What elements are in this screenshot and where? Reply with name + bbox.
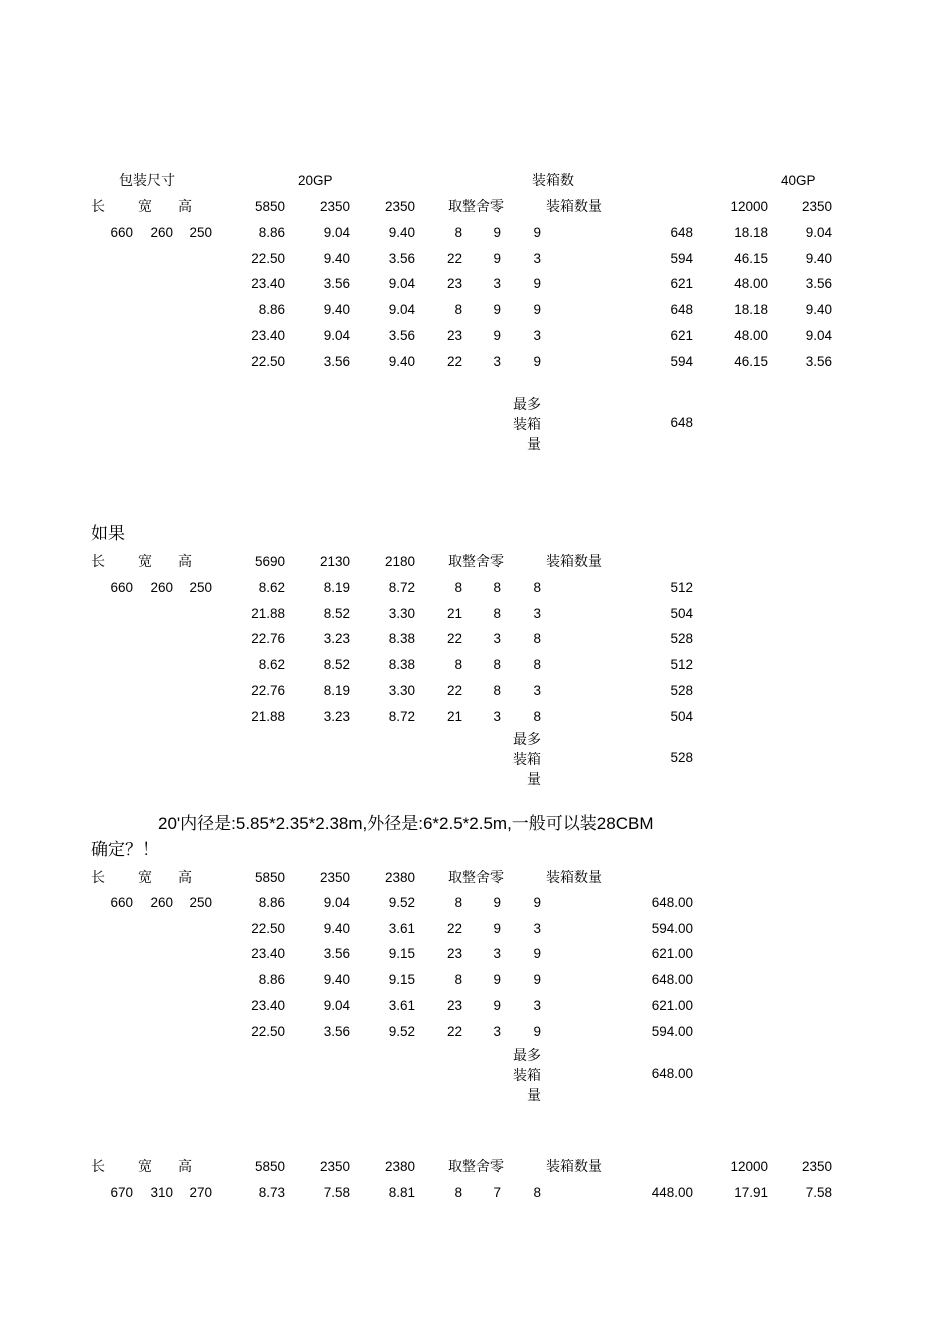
integer-count: 8: [493, 580, 501, 595]
fit-ratio: 8.19: [323, 580, 350, 595]
container-dim: 5850: [254, 1159, 285, 1174]
container-dim: 2380: [384, 1159, 415, 1174]
container-dim: 2350: [319, 870, 350, 885]
fit-ratio: 8.38: [388, 631, 415, 647]
fit-ratio-40gp: 46.15: [734, 353, 768, 369]
max-quantity-value: 528: [670, 750, 693, 765]
max-quantity-label: 最多: [513, 1048, 541, 1064]
box-dim: 260: [150, 580, 173, 595]
box-quantity: 594: [670, 353, 693, 369]
container-40gp-dim: 2350: [801, 1159, 832, 1174]
section-2-title: 如果: [91, 524, 125, 544]
fit-ratio: 21.88: [251, 605, 285, 621]
integer-count: 9: [533, 225, 541, 240]
fit-ratio-40gp: 48.00: [734, 276, 768, 292]
integer-count: 9: [533, 1023, 541, 1039]
fit-ratio-40gp: 18.18: [734, 302, 768, 318]
length-label: 长: [91, 1159, 105, 1175]
integer-count: 3: [493, 946, 501, 962]
fit-ratio-40gp: 3.56: [805, 353, 832, 369]
integer-count: 9: [533, 972, 541, 988]
fit-ratio: 3.56: [323, 276, 350, 292]
fit-ratio: 3.56: [388, 327, 415, 343]
integer-count: 23: [446, 946, 462, 962]
integer-count: 23: [446, 997, 462, 1013]
length-label: 长: [91, 870, 105, 886]
fit-ratio: 8.52: [323, 605, 350, 621]
fit-ratio: 22.50: [251, 920, 285, 936]
integer-count: 8: [454, 657, 462, 673]
integer-count: 3: [533, 605, 541, 621]
integer-count: 9: [533, 946, 541, 962]
fit-ratio: 8.81: [388, 1185, 415, 1200]
integer-count: 3: [493, 353, 501, 369]
fit-ratio: 8.86: [258, 972, 285, 988]
max-quantity-label: 装箱: [513, 1068, 541, 1084]
box-quantity: 528: [670, 682, 693, 698]
fit-ratio: 8.38: [388, 657, 415, 673]
integer-count: 22: [446, 250, 462, 266]
fit-ratio: 3.56: [323, 946, 350, 962]
fit-ratio: 9.52: [388, 895, 415, 910]
fit-ratio: 9.40: [388, 225, 415, 240]
container-note-line2: 确定？！: [91, 840, 159, 860]
container-dim: 5850: [254, 199, 285, 214]
box-dim: 260: [150, 225, 173, 240]
integer-count: 8: [493, 682, 501, 698]
box-dim: 660: [110, 895, 133, 910]
max-quantity-label: 量: [527, 1088, 541, 1104]
20gp-header: 20GP: [298, 173, 333, 188]
fit-ratio-40gp: 9.04: [805, 327, 832, 343]
round-down-label: 取整舍零: [448, 554, 504, 570]
fit-ratio: 8.86: [258, 895, 285, 910]
integer-count: 8: [533, 580, 541, 595]
box-quantity: 504: [670, 605, 693, 621]
box-quantity: 648: [670, 225, 693, 240]
max-quantity-label: 最多: [513, 397, 541, 413]
integer-count: 9: [493, 895, 501, 910]
fit-ratio-40gp: 9.40: [805, 302, 832, 318]
fit-ratio-40gp: 17.91: [734, 1185, 768, 1200]
length-label: 长: [91, 199, 105, 215]
box-dim: 260: [150, 895, 173, 910]
box-dim: 250: [189, 895, 212, 910]
box-dim: 660: [110, 225, 133, 240]
fit-ratio: 8.73: [258, 1185, 285, 1200]
container-dim: 2130: [319, 554, 350, 569]
container-dim: 2350: [319, 199, 350, 214]
fit-ratio: 9.40: [323, 920, 350, 936]
box-quantity-label: 装箱数量: [546, 554, 602, 570]
fit-ratio: 3.30: [388, 605, 415, 621]
fit-ratio: 7.58: [323, 1185, 350, 1200]
integer-count: 23: [446, 327, 462, 343]
integer-count: 3: [533, 997, 541, 1013]
fit-ratio: 23.40: [251, 276, 285, 292]
box-quantity: 648.00: [651, 972, 693, 988]
height-label: 高: [178, 870, 192, 886]
fit-ratio: 8.86: [258, 302, 285, 318]
fit-ratio-40gp: 9.04: [805, 225, 832, 240]
box-quantity: 621: [670, 276, 693, 292]
fit-ratio: 8.62: [258, 657, 285, 673]
box-dim: 250: [189, 580, 212, 595]
integer-count: 8: [454, 972, 462, 988]
container-dim: 2380: [384, 870, 415, 885]
integer-count: 8: [454, 895, 462, 910]
fit-ratio: 9.40: [323, 302, 350, 318]
integer-count: 8: [493, 657, 501, 673]
fit-ratio: 3.23: [323, 708, 350, 724]
width-label: 宽: [138, 199, 152, 215]
fit-ratio: 22.50: [251, 250, 285, 266]
integer-count: 9: [493, 302, 501, 318]
fit-ratio: 22.76: [251, 631, 285, 647]
integer-count: 22: [446, 631, 462, 647]
integer-count: 22: [446, 682, 462, 698]
box-quantity: 594.00: [651, 1023, 693, 1039]
fit-ratio-40gp: 7.58: [805, 1185, 832, 1200]
integer-count: 21: [446, 708, 462, 724]
box-quantity-label: 装箱数量: [546, 870, 602, 886]
integer-count: 3: [493, 708, 501, 724]
integer-count: 9: [493, 972, 501, 988]
fit-ratio: 9.15: [388, 946, 415, 962]
fit-ratio: 22.76: [251, 682, 285, 698]
box-dim: 250: [189, 225, 212, 240]
fit-ratio: 9.04: [323, 895, 350, 910]
box-quantity: 528: [670, 631, 693, 647]
fit-ratio: 8.62: [258, 580, 285, 595]
fit-ratio: 9.40: [323, 972, 350, 988]
integer-count: 3: [533, 682, 541, 698]
container-dim: 2350: [384, 199, 415, 214]
integer-count: 9: [533, 302, 541, 318]
fit-ratio: 9.40: [323, 250, 350, 266]
box-quantity: 504: [670, 708, 693, 724]
box-dim: 660: [110, 580, 133, 595]
width-label: 宽: [138, 1159, 152, 1175]
integer-count: 3: [533, 920, 541, 936]
integer-count: 3: [493, 631, 501, 647]
fit-ratio-40gp: 48.00: [734, 327, 768, 343]
max-quantity-value: 648.00: [651, 1066, 693, 1081]
box-dim: 270: [189, 1185, 212, 1200]
integer-count: 3: [493, 1023, 501, 1039]
integer-count: 8: [493, 605, 501, 621]
integer-count: 22: [446, 353, 462, 369]
fit-ratio: 23.40: [251, 327, 285, 343]
fit-ratio: 9.40: [388, 353, 415, 369]
box-quantity-label: 装箱数量: [546, 199, 602, 215]
integer-count: 8: [454, 580, 462, 595]
integer-count: 22: [446, 920, 462, 936]
height-label: 高: [178, 199, 192, 215]
fit-ratio: 8.19: [323, 682, 350, 698]
container-dim: 5850: [254, 870, 285, 885]
fit-ratio-40gp: 46.15: [734, 250, 768, 266]
fit-ratio: 3.61: [388, 997, 415, 1013]
fit-ratio: 9.15: [388, 972, 415, 988]
fit-ratio: 3.56: [323, 353, 350, 369]
fit-ratio: 9.04: [388, 276, 415, 292]
box-quantity: 648.00: [651, 895, 693, 910]
fit-ratio: 8.72: [388, 580, 415, 595]
fit-ratio: 9.04: [323, 327, 350, 343]
fit-ratio: 22.50: [251, 1023, 285, 1039]
integer-count: 9: [533, 276, 541, 292]
fit-ratio: 3.56: [388, 250, 415, 266]
fit-ratio: 9.52: [388, 1023, 415, 1039]
40gp-header: 40GP: [781, 173, 816, 188]
container-40gp-dim: 12000: [730, 1159, 768, 1174]
max-quantity-label: 量: [527, 437, 541, 453]
fit-ratio: 8.52: [323, 657, 350, 673]
fit-ratio: 8.86: [258, 225, 285, 240]
container-40gp-dim: 2350: [801, 199, 832, 214]
integer-count: 23: [446, 276, 462, 292]
integer-count: 7: [493, 1185, 501, 1200]
fit-ratio: 3.23: [323, 631, 350, 647]
integer-count: 9: [533, 895, 541, 910]
integer-count: 8: [454, 1185, 462, 1200]
box-quantity-label: 装箱数量: [546, 1159, 602, 1175]
max-quantity-value: 648: [670, 415, 693, 430]
fit-ratio: 9.04: [388, 302, 415, 318]
max-quantity-label: 装箱: [513, 752, 541, 768]
max-quantity-label: 量: [527, 772, 541, 788]
fit-ratio: 21.88: [251, 708, 285, 724]
integer-count: 8: [533, 657, 541, 673]
fit-ratio: 8.72: [388, 708, 415, 724]
fit-ratio-40gp: 3.56: [805, 276, 832, 292]
box-quantity: 621.00: [651, 946, 693, 962]
fit-ratio: 23.40: [251, 946, 285, 962]
width-label: 宽: [138, 554, 152, 570]
fit-ratio: 3.61: [388, 920, 415, 936]
box-quantity: 648: [670, 302, 693, 318]
container-note-line1: 20'内径是:5.85*2.35*2.38m,外径是:6*2.5*2.5m,一般可以装28CBM: [158, 814, 654, 833]
integer-count: 9: [493, 250, 501, 266]
box-quantity: 621.00: [651, 997, 693, 1013]
height-label: 高: [178, 554, 192, 570]
box-dim: 310: [150, 1185, 173, 1200]
length-label: 长: [91, 554, 105, 570]
integer-count: 8: [454, 225, 462, 240]
fit-ratio-40gp: 9.40: [805, 250, 832, 266]
integer-count: 8: [533, 708, 541, 724]
integer-count: 9: [493, 920, 501, 936]
height-label: 高: [178, 1159, 192, 1175]
fit-ratio: 3.30: [388, 682, 415, 698]
round-down-label: 取整舍零: [448, 199, 504, 215]
box-quantity: 621: [670, 327, 693, 343]
integer-count: 21: [446, 605, 462, 621]
max-quantity-label: 最多: [513, 732, 541, 748]
integer-count: 3: [533, 327, 541, 343]
fit-ratio: 3.56: [323, 1023, 350, 1039]
box-dim: 670: [110, 1185, 133, 1200]
container-dim: 5690: [254, 554, 285, 569]
container-dim: 2180: [384, 554, 415, 569]
round-down-label: 取整舍零: [448, 1159, 504, 1175]
integer-count: 9: [533, 353, 541, 369]
container-40gp-dim: 12000: [730, 199, 768, 214]
fit-ratio: 9.04: [323, 225, 350, 240]
integer-count: 9: [493, 327, 501, 343]
integer-count: 8: [454, 302, 462, 318]
integer-count: 9: [493, 997, 501, 1013]
max-quantity-label: 装箱: [513, 417, 541, 433]
box-quantity: 594: [670, 250, 693, 266]
integer-count: 8: [533, 1185, 541, 1200]
fit-ratio-40gp: 18.18: [734, 225, 768, 240]
width-label: 宽: [138, 870, 152, 886]
package-size-header: 包装尺寸: [119, 173, 175, 189]
fit-ratio: 23.40: [251, 997, 285, 1013]
integer-count: 9: [493, 225, 501, 240]
container-dim: 2350: [319, 1159, 350, 1174]
box-quantity: 512: [670, 580, 693, 595]
box-quantity: 594.00: [651, 920, 693, 936]
integer-count: 8: [533, 631, 541, 647]
integer-count: 3: [533, 250, 541, 266]
box-quantity: 512: [670, 657, 693, 673]
integer-count: 22: [446, 1023, 462, 1039]
fit-ratio: 9.04: [323, 997, 350, 1013]
round-down-label: 取整舍零: [448, 870, 504, 886]
fit-ratio: 22.50: [251, 353, 285, 369]
box-quantity: 448.00: [651, 1185, 693, 1200]
box-count-header: 装箱数: [532, 173, 574, 189]
integer-count: 3: [493, 276, 501, 292]
